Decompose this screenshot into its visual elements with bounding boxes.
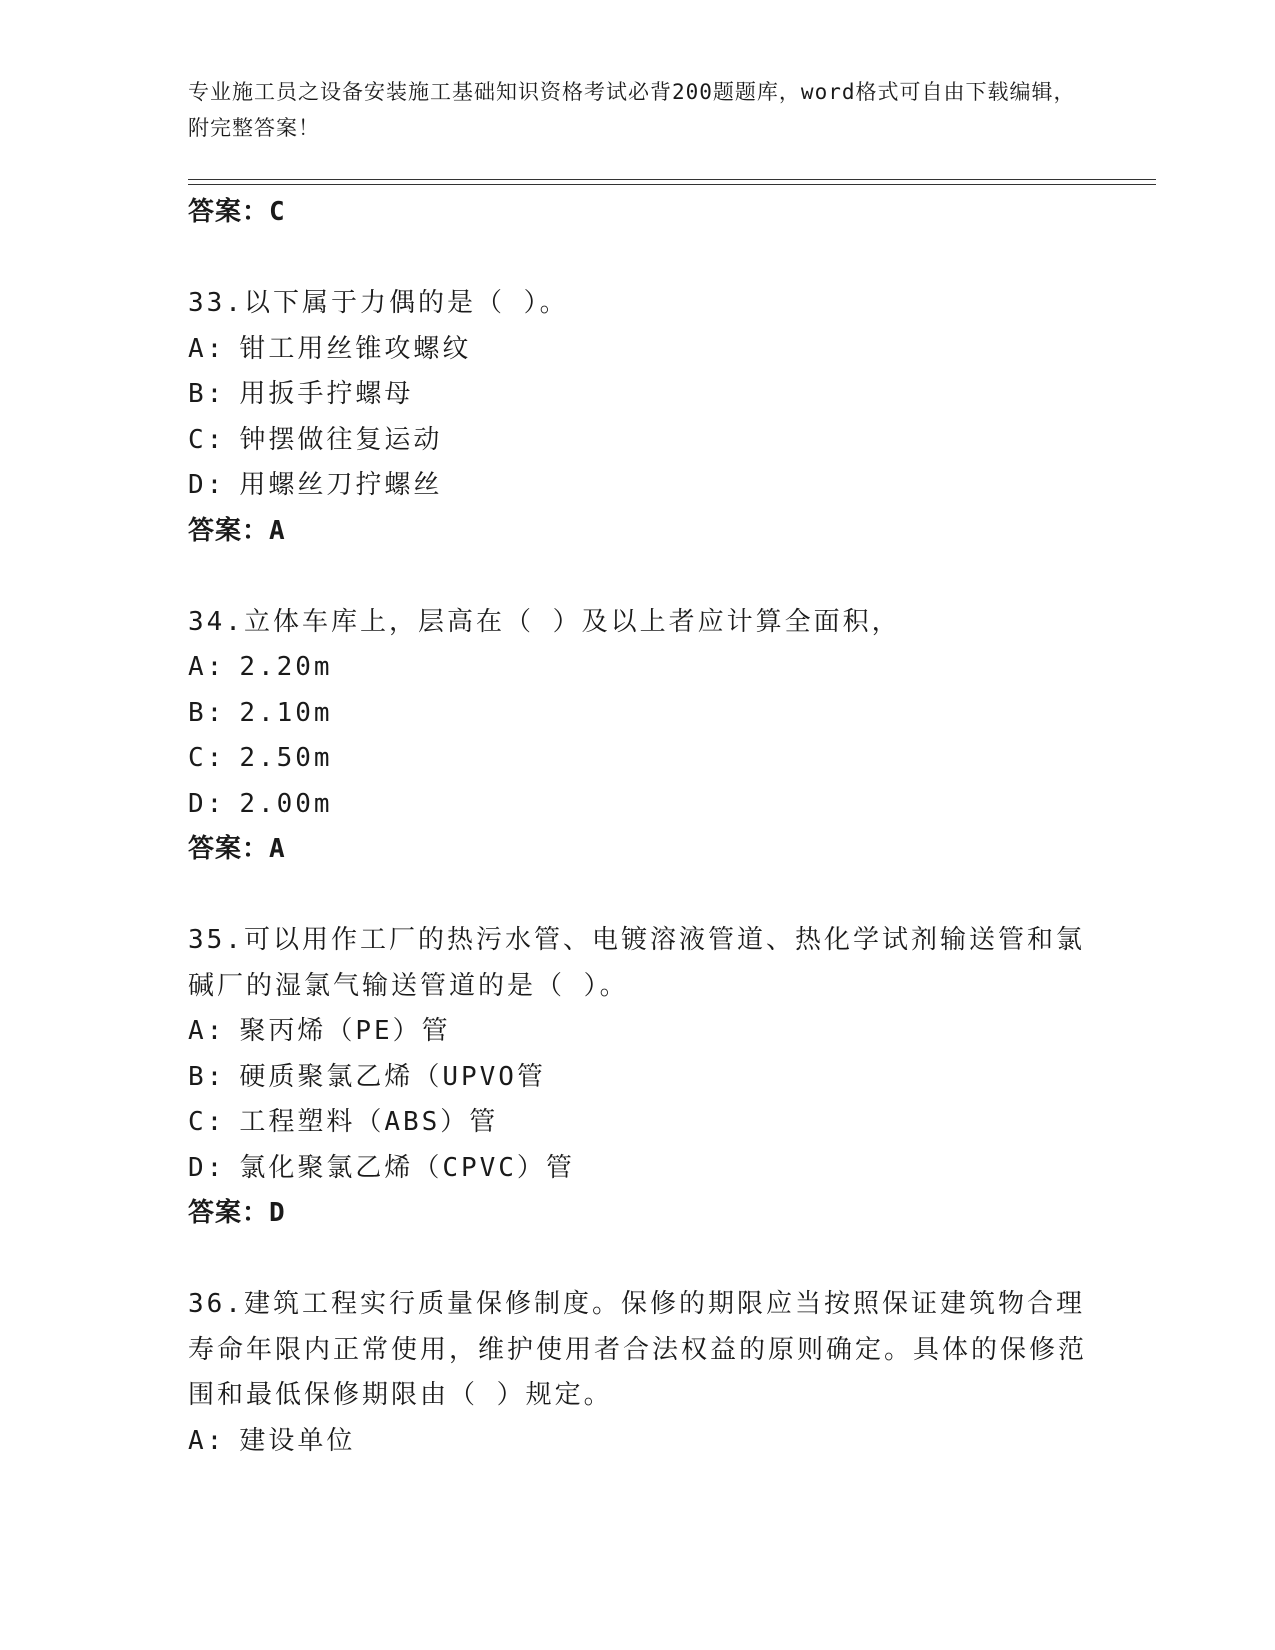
option-text: 氯化聚氯乙烯（CPVC）管 <box>239 1152 575 1183</box>
question-block-36 <box>188 1282 1088 1464</box>
option-c <box>188 736 1088 782</box>
question-number: 33. <box>188 288 244 318</box>
option-a <box>188 1419 1088 1465</box>
option-d <box>188 1146 1088 1192</box>
option-text: 聚丙烯（PE）管 <box>239 1016 451 1046</box>
answer-value: C <box>269 197 286 227</box>
question-number: 34. <box>188 606 244 637</box>
answer-line-35 <box>188 1191 1088 1236</box>
option-key: D: <box>188 1152 226 1183</box>
option-key: A: <box>188 652 226 682</box>
option-b <box>188 1055 1088 1101</box>
question-number: 35. <box>188 925 244 955</box>
question-text <box>188 281 1088 327</box>
question-stem: 建筑工程实行质量保修制度。保修的期限应当按照保证建筑物合理寿命年限内正常使用，维护使用者合法权益的原则确定。具体的保修范围和最低保修期限由（ ）规定。 <box>188 1289 1088 1410</box>
option-text: 2.20m <box>239 652 333 682</box>
option-c <box>188 1100 1088 1146</box>
option-d <box>188 463 1088 509</box>
question-block-34 <box>188 600 1088 873</box>
question-text <box>188 1282 1088 1419</box>
option-text: 建设单位 <box>239 1425 356 1456</box>
option-b <box>188 372 1088 418</box>
option-c <box>188 418 1088 464</box>
document-body <box>188 190 1088 1464</box>
question-number: 36. <box>188 1289 244 1319</box>
option-text: 硬质聚氯乙烯（UPVO管 <box>239 1061 546 1092</box>
option-d <box>188 782 1088 828</box>
answer-value: A <box>269 834 286 864</box>
option-text: 钟摆做往复运动 <box>239 424 443 455</box>
option-b <box>188 691 1088 737</box>
option-key: D: <box>188 788 226 819</box>
question-text <box>188 600 1088 646</box>
answer-label: 答案： <box>188 515 270 546</box>
question-stem: 以下属于力偶的是（ ）。 <box>243 288 569 318</box>
option-a <box>188 1009 1088 1055</box>
answer-label: 答案： <box>188 834 270 864</box>
answer-line-34 <box>188 827 1088 872</box>
header-divider-bottom <box>188 184 1156 185</box>
option-key: A: <box>188 333 226 364</box>
option-a <box>188 645 1088 691</box>
option-key: C: <box>188 1107 226 1137</box>
document-title: 专业施工员之设备安装施工基础知识资格考试必背200题题库，word格式可自由下载编辑，附完整答案！ <box>188 80 1076 140</box>
answer-line-32 <box>188 190 1088 235</box>
option-key: B: <box>188 1061 226 1092</box>
option-text: 2.50m <box>239 743 333 773</box>
answer-label: 答案： <box>188 197 270 227</box>
option-key: D: <box>188 470 226 500</box>
question-stem: 可以用作工厂的热污水管、电镀溶液管道、热化学试剂输送管和氯碱厂的湿氯气输送管道的是（ ）。 <box>188 925 1085 1001</box>
option-text: 2.10m <box>239 697 333 728</box>
option-key: B: <box>188 379 226 409</box>
option-text: 2.00m <box>239 788 333 819</box>
option-text: 钳工用丝锥攻螺纹 <box>239 333 472 364</box>
question-block-33 <box>188 281 1088 554</box>
option-text: 用螺丝刀拧螺丝 <box>239 470 443 500</box>
answer-value: A <box>269 515 286 546</box>
question-text <box>188 918 1088 1009</box>
option-text: 工程塑料（ABS）管 <box>239 1107 499 1137</box>
question-block-35 <box>188 918 1088 1236</box>
option-a <box>188 327 1088 373</box>
answer-value: D <box>269 1198 286 1228</box>
option-key: A: <box>188 1016 226 1046</box>
document-header <box>188 74 1088 146</box>
option-key: B: <box>188 697 226 728</box>
option-key: C: <box>188 743 226 773</box>
option-key: A: <box>188 1425 226 1456</box>
option-text: 用扳手拧螺母 <box>239 379 414 409</box>
option-key: C: <box>188 424 226 455</box>
question-stem: 立体车库上，层高在（ ）及以上者应计算全面积， <box>243 606 901 637</box>
header-divider-top <box>188 179 1156 180</box>
answer-label: 答案： <box>188 1198 270 1228</box>
answer-line-33 <box>188 509 1088 554</box>
